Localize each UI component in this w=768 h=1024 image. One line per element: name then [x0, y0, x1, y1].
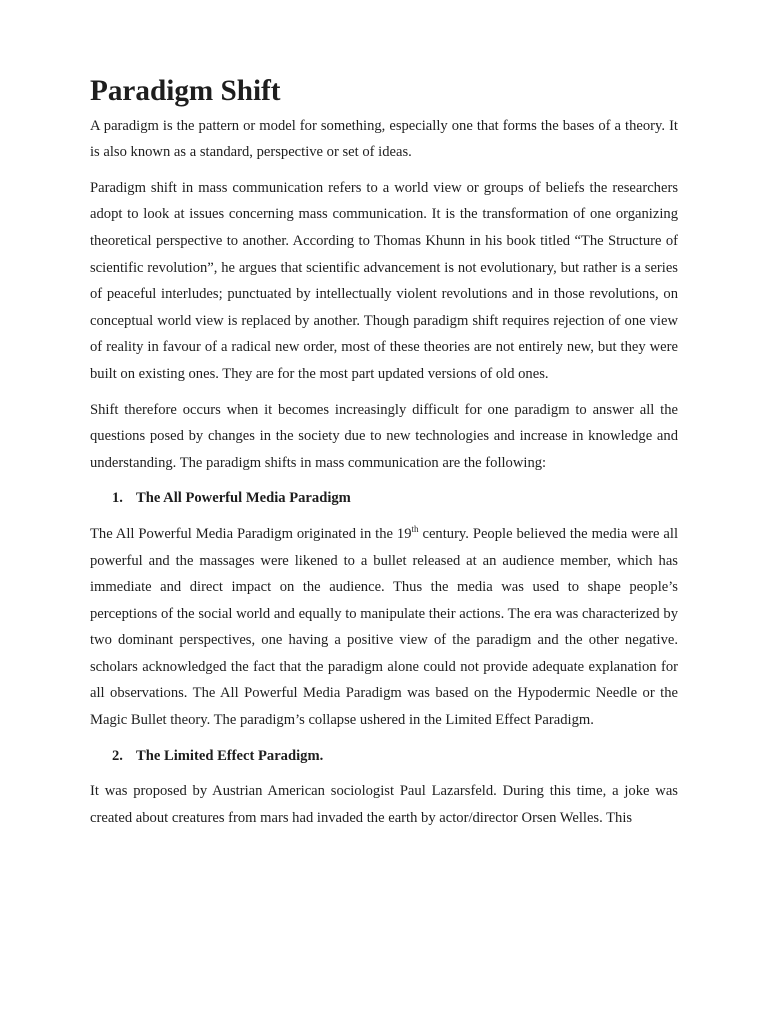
- section-number-1: 1.: [112, 490, 123, 507]
- paragraph-shift-occurs: Shift therefore occurs when it becomes increasingly difficult for one paradigm to answer all the questions posed by changes in the society due to new technologies and increase in knowledge and understanding. The paradigm shifts in mass communication are the following:: [90, 401, 678, 471]
- paragraph-definition: A paradigm is the pattern or model for something, especially one that forms the bases of a theory. It is also known as a standard, perspective or set of ideas.: [90, 117, 678, 161]
- section-heading-text-1: The All Powerful Media Paradigm: [136, 490, 351, 507]
- section-heading-1: [90, 485, 678, 512]
- document-title: Paradigm Shift: [90, 75, 281, 107]
- paragraph-text-rest: century. People believed the media were all powerful and the massages were likened to a bullet released at an audience member, which has immediate and direct impact on the audience. Thus the media was used to shape people’s perceptions of the social world and equally to manipulate their actions. The era was characterized by two dominant perspectives, one having a positive view of the paradigm and the other negative. scholars acknowledged the fact that the paradigm alone could not provide adequate explanation for all observations. The All Powerful Media Paradigm was based on the Hypodermic Needle or the Magic Bullet theory. The paradigm’s collapse ushered in the Limited Effect Paradigm.: [90, 525, 679, 729]
- paragraph-limited-effect: It was proposed by Austrian American sociologist Paul Lazarsfeld. During this time, a joke was created about creatures from mars had invaded the earth by actor/director Orsen Welles. This: [90, 783, 678, 826]
- paragraph-text-start: The All Powerful Media Paradigm originated in the 19: [90, 525, 412, 542]
- document-page: [90, 75, 679, 831]
- section-heading-2: [90, 743, 678, 770]
- section-heading-text-2: The Limited Effect Paradigm.: [136, 747, 324, 764]
- paragraph-all-powerful-media: [90, 521, 678, 734]
- paragraph-paradigm-shift: Paradigm shift in mass communication refers to a world view or groups of beliefs the researchers adopt to look at issues concerning mass communication. It is the transformation of one organizing theoretical perspective to another. According to Thomas Khunn in his book titled “The Structure of scientific revolution”, he argues that scientific advancement is not evolutionary, but rather is a series of peaceful interludes; punctuated by intellectually violent revolutions and in those revolutions, on conceptual world view is replaced by another. Though paradigm shift requires rejection of one view of reality in favour of a radical new order, most of these theories are not entirely new, but they were built on existing ones. They are for the most part updated versions of old ones.: [90, 179, 678, 382]
- superscript-th: th: [411, 523, 419, 534]
- section-number-2: 2.: [112, 747, 123, 764]
